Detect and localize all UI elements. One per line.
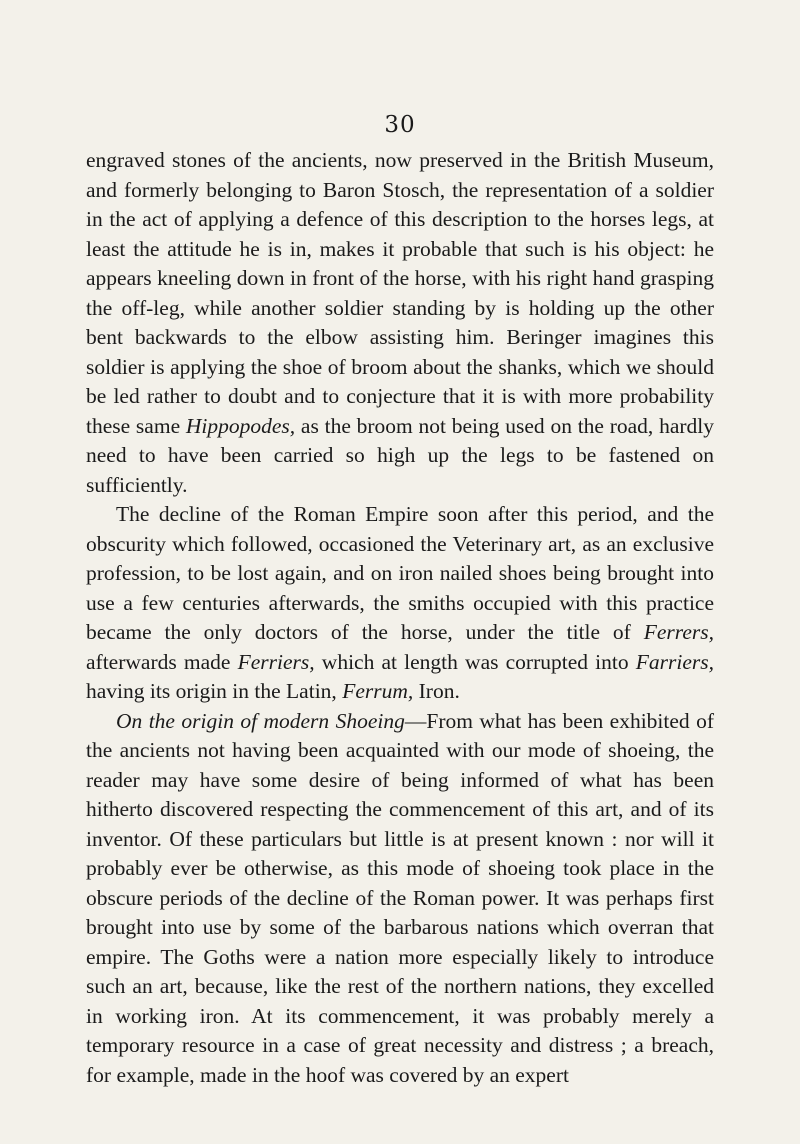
paragraph-2-text-1: The decline of the Roman Empire soon after this period, and the obscurity which followed, occasioned the Veterinary art, as an exclusive profession, to be lost again, and on iron nailed shoes being brought into use a few centuries afterwards, the smiths occupied with this practice became the only doctors of the horse, under the title of — [86, 502, 714, 644]
paragraph-3 — [86, 707, 714, 1091]
paragraph-2-italic-3: Farriers, — [635, 649, 714, 674]
page-number: 30 — [384, 112, 416, 138]
body-text — [86, 146, 714, 1090]
paragraph-2-italic-2: Ferriers, — [237, 649, 315, 674]
paragraph-1-text-1: engraved stones of the ancients, now preserved in the British Museum, and formerly belonging to Baron Stosch, the representation of a soldier in the act of applying a defence of this description to the horses legs, at least the attitude he is in, makes it probable that such is his object: he appears kneeling down in front of the horse, with his right hand grasping the off-leg, while another soldier standing by is holding up the other bent backwards to the elbow assisting him. Beringer imagines this soldier is applying the shoe of broom about the shanks, which we should be led rather to doubt and to conjecture that it is with more probability these same — [86, 148, 714, 438]
paragraph-1 — [86, 146, 714, 500]
paragraph-1-italic-1: Hippopodes, — [185, 413, 296, 438]
paragraph-2-italic-1: Ferrers, — [643, 620, 714, 644]
paragraph-2-text-4: having its origin in the Latin, — [86, 679, 343, 703]
paragraph-3-text-1: —From what has been exhibited of the ancients not having been acquainted with our mode of shoeing, the reader may have some desire of being informed of what has been hitherto discovered respecting the commencement of this art, and of its inventor. Of these particulars but little is at present known : nor will it probably ever be otherwise, as this mode of shoeing took place in the obscure periods of the decline of the Roman power. It was perhaps first brought into use by some of the barbarous nations which overran that empire. The Goths were a nation more especially likely to introduce such an art, because, like the rest of the northern nations, they excelled in working iron. At its commencement, it was probably merely a temporary resource in a case of great necessity and distress ; a breach, for example, made in the hoof was covered by an expert — [86, 708, 714, 1087]
paragraph-1-text-2: as the broom not being used on the road, hardly need to have been carried so high up the legs to be fastened on sufficiently. — [86, 413, 714, 497]
paragraph-2-text-5: Iron. — [413, 679, 460, 703]
paragraph-2-text-3: which at length was corrupted into — [314, 649, 636, 674]
paragraph-2-italic-4: Ferrum, — [342, 679, 414, 703]
paragraph-2 — [86, 500, 714, 707]
paragraph-3-italic-1: On the origin of modern Shoeing — [116, 708, 405, 733]
paragraph-2-text-2: afterwards made — [86, 649, 238, 674]
